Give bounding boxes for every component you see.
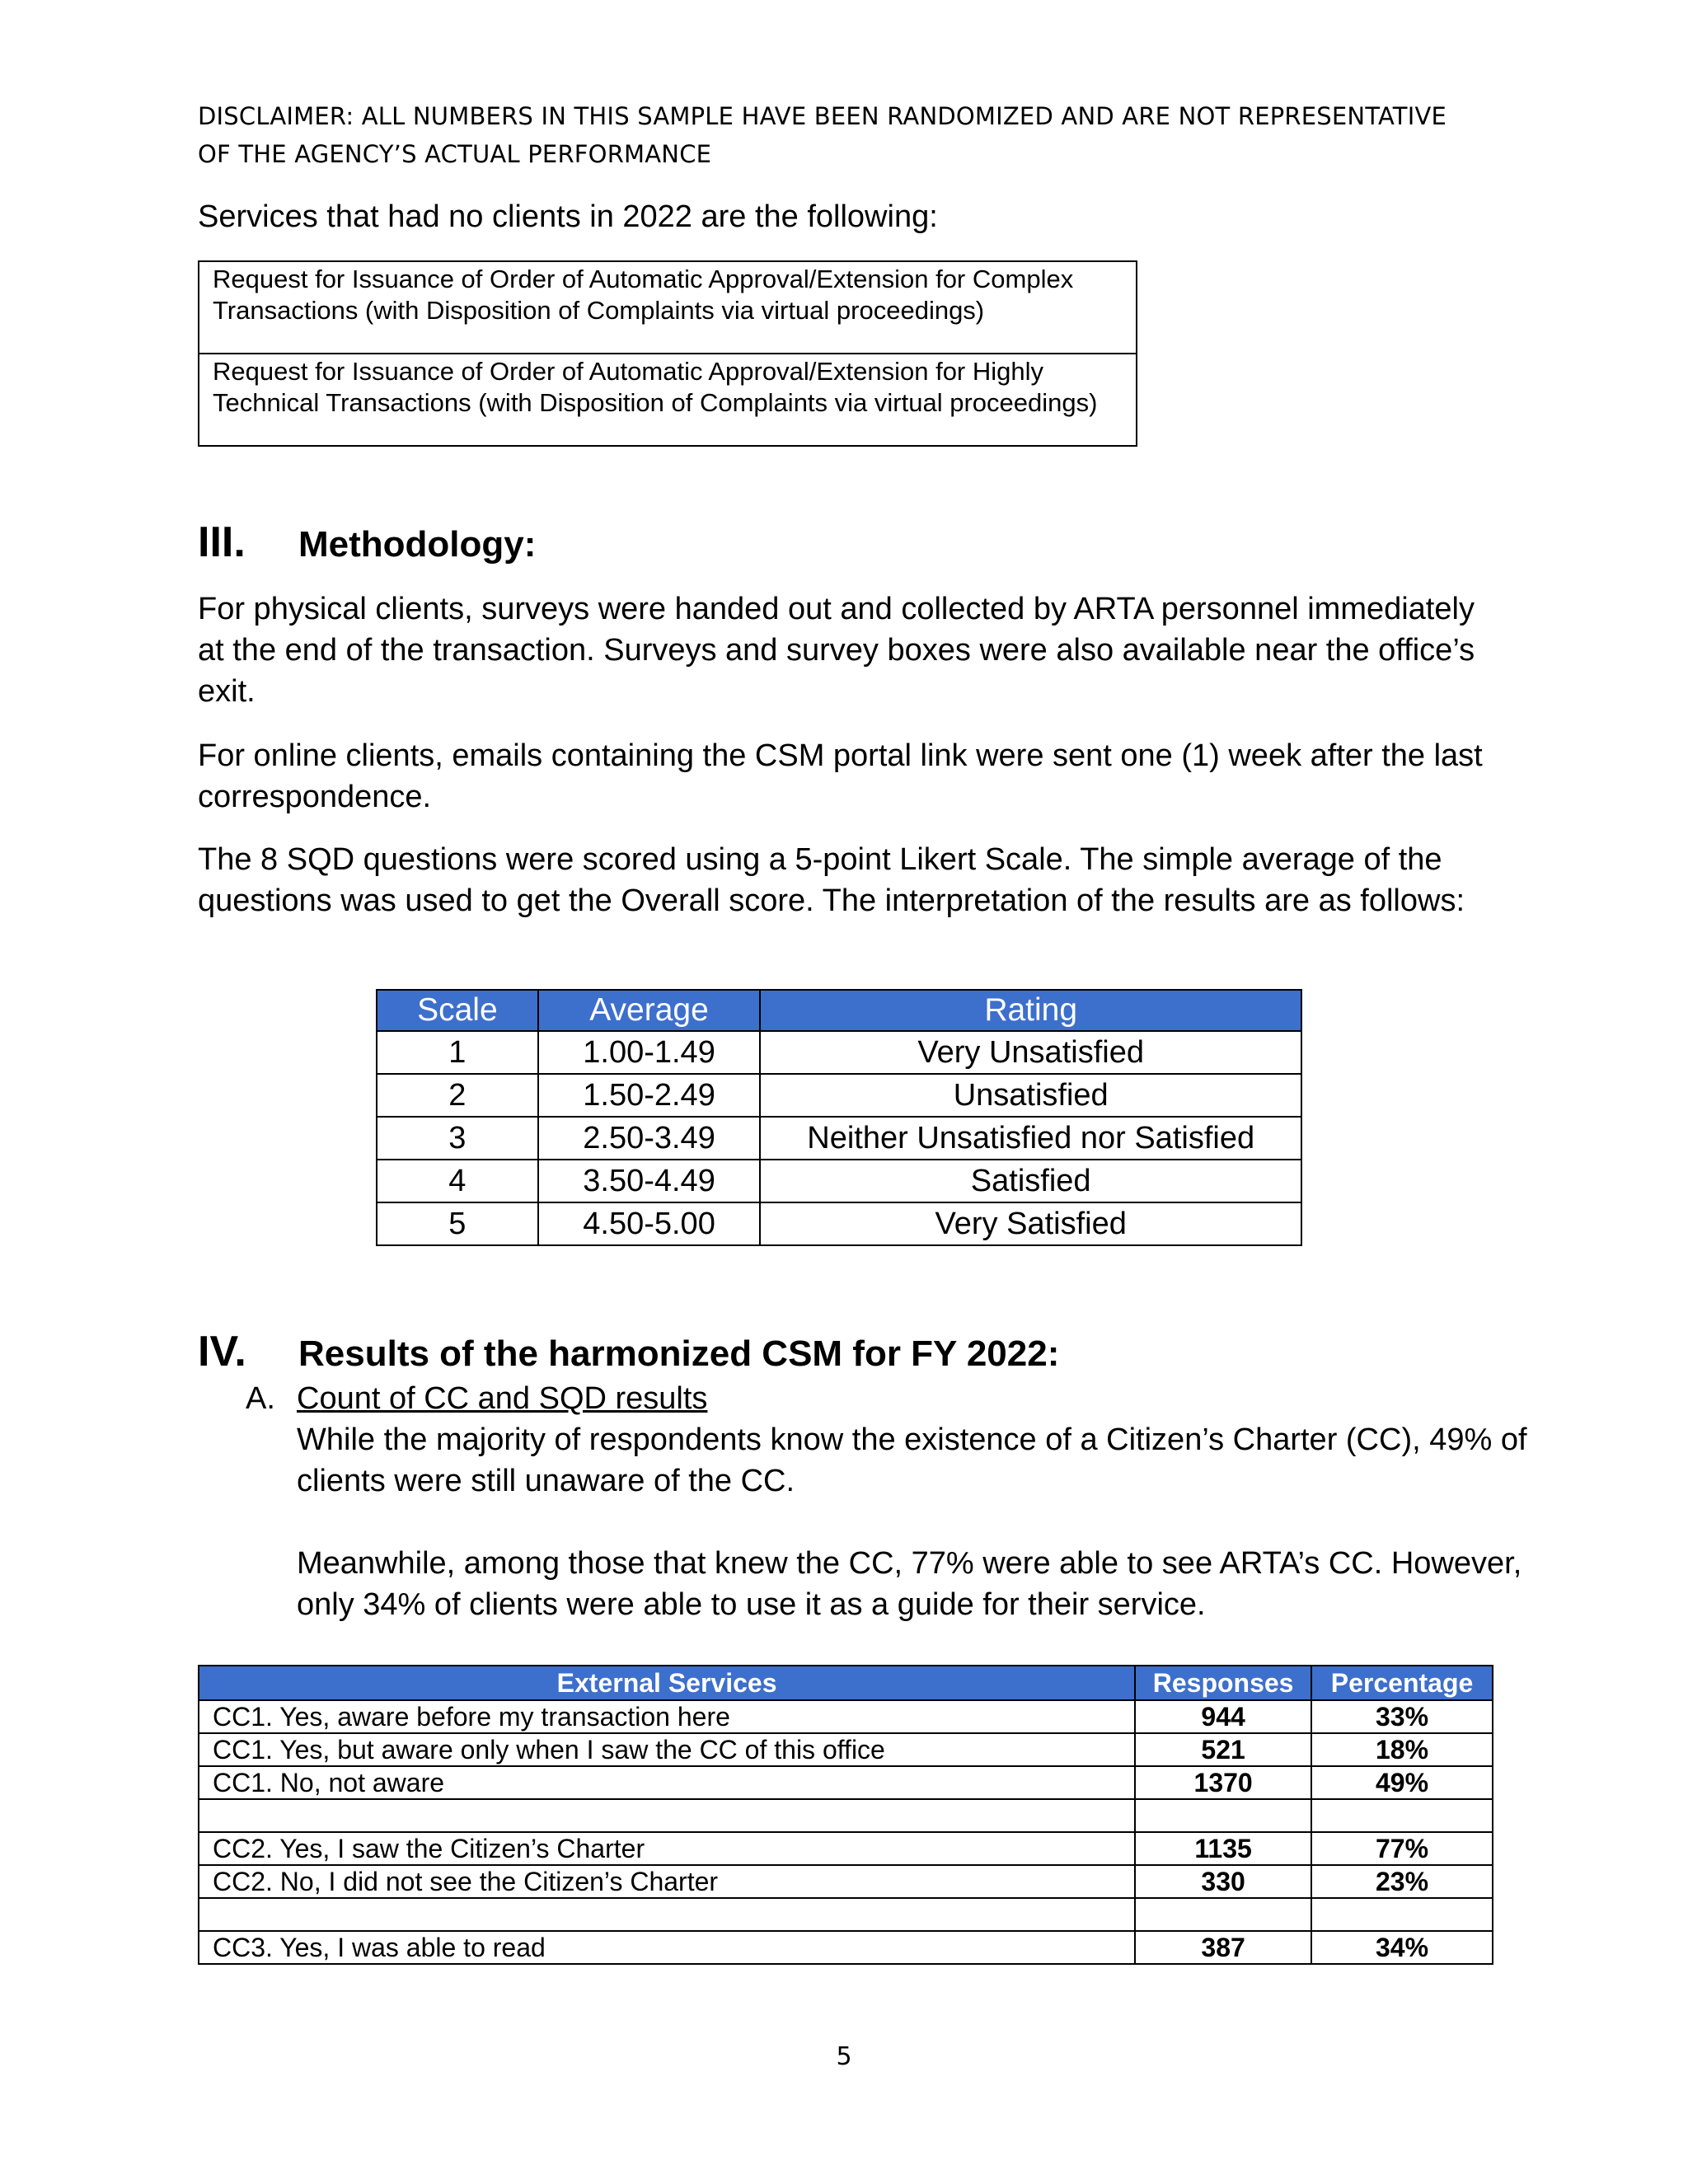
table-row [199, 1832, 1493, 1865]
table-cell: CC2. Yes, I saw the Citizen’s Charter [199, 1832, 1135, 1865]
column-header-rating: Rating [760, 990, 1301, 1031]
table-row [199, 1931, 1493, 1964]
table-cell [1135, 1898, 1311, 1931]
disclaimer-line-2: OF THE AGENCY’S ACTUAL PERFORMANCE [198, 140, 712, 168]
table-cell: 18% [1311, 1733, 1493, 1766]
table-row [199, 1898, 1493, 1931]
table-cell: 1370 [1135, 1766, 1311, 1799]
table-row [377, 1074, 1301, 1117]
methodology-paragraph-3: The 8 SQD questions were scored using a 5-point Likert Scale. The simple average of the questions was used to get the Overall score. The interpretation of the results are as follows: [198, 842, 1465, 918]
table-row [377, 1160, 1301, 1202]
column-header-responses: Responses [1135, 1666, 1311, 1700]
table-cell: 4 [377, 1160, 538, 1202]
table-row [199, 1766, 1493, 1799]
intro-text: Services that had no clients in 2022 are the following: [198, 199, 938, 234]
table-cell [1135, 1799, 1311, 1832]
column-header-external-services: External Services [199, 1666, 1135, 1700]
table-cell: CC2. No, I did not see the Citizen’s Charter [199, 1865, 1135, 1898]
table-cell: 3 [377, 1117, 538, 1160]
results-paragraph-1: While the majority of respondents know the existence of a Citizen’s Charter (CC), 49% of clients were still unaware of the CC. [297, 1422, 1527, 1498]
table-cell: 5 [377, 1202, 538, 1245]
table-cell: CC1. No, not aware [199, 1766, 1135, 1799]
column-header-average: Average [538, 990, 761, 1031]
table-cell: 944 [1135, 1700, 1311, 1733]
table-cell: 2.50-3.49 [538, 1117, 761, 1160]
table-cell: CC1. Yes, aware before my transaction here [199, 1700, 1135, 1733]
table-cell [1311, 1799, 1493, 1832]
table-cell: 1135 [1135, 1832, 1311, 1865]
table-row [377, 1117, 1301, 1160]
section-3-heading [198, 519, 536, 568]
section-4-heading [198, 1329, 1059, 1377]
methodology-paragraph-1: For physical clients, surveys were handed out and collected by ARTA personnel immediately at the end of the transaction. Surveys and survey boxes were also available near the office’s exit. [198, 592, 1475, 709]
table-cell [199, 1898, 1135, 1931]
table-row [377, 1031, 1301, 1074]
table-cell: Request for Issuance of Order of Automatic Approval/Extension for Highly Technical Transactions (with Disposition of Complaints via virtual proceedings) [199, 354, 1137, 446]
cc-results-table [198, 1665, 1493, 1965]
disclaimer [198, 97, 1517, 173]
table-cell: 4.50-5.00 [538, 1202, 761, 1245]
table-cell: Request for Issuance of Order of Automatic Approval/Extension for Complex Transactions (with Disposition of Complaints via virtual proceedings) [199, 261, 1137, 354]
table-cell [1311, 1898, 1493, 1931]
table-row [377, 1202, 1301, 1245]
table-cell: 1.00-1.49 [538, 1031, 761, 1074]
table-header-row [199, 1666, 1493, 1700]
table-cell: 387 [1135, 1931, 1311, 1964]
table-row [199, 1799, 1493, 1832]
table-cell: Satisfied [760, 1160, 1301, 1202]
table-cell: 34% [1311, 1931, 1493, 1964]
section-3-number: III. [198, 518, 246, 566]
table-cell: Very Satisfied [760, 1202, 1301, 1245]
methodology-paragraph-2: For online clients, emails containing the CSM portal link were sent one (1) week after the last correspondence. [198, 738, 1483, 814]
table-row [199, 1700, 1493, 1733]
table-cell: 3.50-4.49 [538, 1160, 761, 1202]
table-cell: 521 [1135, 1733, 1311, 1766]
table-cell: Unsatisfied [760, 1074, 1301, 1117]
table-cell: 77% [1311, 1832, 1493, 1865]
table-cell: Very Unsatisfied [760, 1031, 1301, 1074]
column-header-percentage: Percentage [1311, 1666, 1493, 1700]
table-cell [199, 1799, 1135, 1832]
table-cell: CC3. Yes, I was able to read [199, 1931, 1135, 1964]
table-cell: CC1. Yes, but aware only when I saw the CC of this office [199, 1733, 1135, 1766]
table-cell: 33% [1311, 1700, 1493, 1733]
table-cell: 49% [1311, 1766, 1493, 1799]
table-cell: 2 [377, 1074, 538, 1117]
page-number: 5 [836, 2042, 852, 2071]
table-header-row [377, 990, 1301, 1031]
section-4-title: Results of the harmonized CSM for FY 2022: [298, 1333, 1060, 1374]
table-row [199, 354, 1137, 446]
subsection-a-heading [246, 1378, 707, 1419]
table-row [199, 1865, 1493, 1898]
subsection-a-title: Count of CC and SQD results [297, 1381, 708, 1416]
table-row [199, 261, 1137, 354]
table-cell: 1.50-2.49 [538, 1074, 761, 1117]
no-client-services-table [198, 260, 1137, 447]
table-row [199, 1733, 1493, 1766]
table-cell: 1 [377, 1031, 538, 1074]
section-4-number: IV. [198, 1328, 246, 1376]
subsection-a-letter: A. [246, 1381, 275, 1416]
column-header-scale: Scale [377, 990, 538, 1031]
table-cell: 330 [1135, 1865, 1311, 1898]
table-cell: 23% [1311, 1865, 1493, 1898]
disclaimer-line-1: DISCLAIMER: ALL NUMBERS IN THIS SAMPLE HAVE BEEN RANDOMIZED AND ARE NOT REPRESENTATIVE [198, 102, 1447, 130]
likert-scale-table [376, 989, 1302, 1246]
table-cell: Neither Unsatisfied nor Satisfied [760, 1117, 1301, 1160]
section-3-title: Methodology: [298, 524, 537, 565]
results-paragraph-2: Meanwhile, among those that knew the CC, 77% were able to see ARTA’s CC. However, only 34% of clients were able to use it as a guide for their service. [297, 1546, 1522, 1622]
